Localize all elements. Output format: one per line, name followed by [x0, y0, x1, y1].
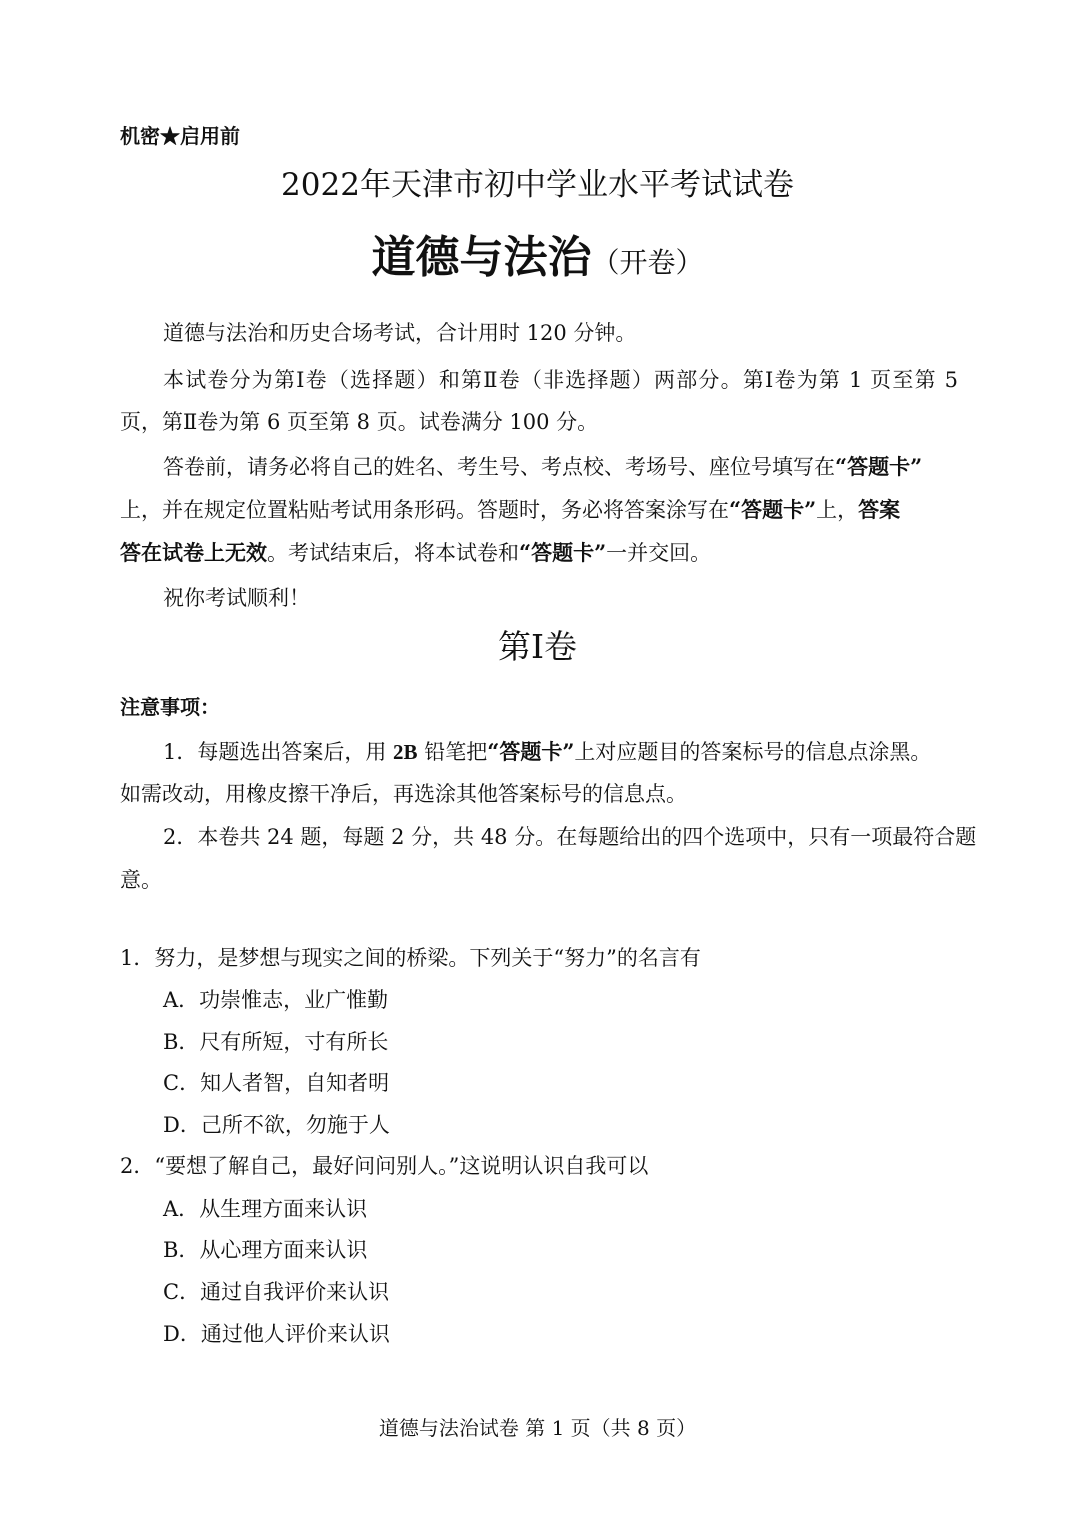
page-footer: 道德与法治试卷 第 1 页（共 8 页）: [378, 1416, 697, 1440]
p3-invalid-warning: 答在试卷上无效: [120, 540, 267, 565]
question-1-option-c: C．知人者智，自知者明: [163, 1071, 390, 1095]
note1-text-a: 1．每题选出答案后，用: [163, 740, 394, 764]
p3-text-b: 上，并在规定位置粘贴考试用条形码。答题时，务必将答案涂写在: [120, 498, 729, 522]
notes-heading: 注意事项：: [120, 695, 220, 719]
p3-answer-card-2: “答题卡”: [729, 497, 817, 522]
instruction-p3-line1: [163, 456, 922, 478]
question-2-option-c: C．通过自我评价来认识: [163, 1280, 390, 1304]
question-2-option-a: A．从生理方面来认识: [163, 1197, 368, 1221]
note2-line1: 2．本卷共 24 题，每题 2 分，共 48 分。在每题给出的四个选项中，只有一项最符合题: [163, 825, 977, 849]
p3-answer-card-3: “答题卡”: [519, 540, 607, 565]
p3-text-d: 。考试结束后，将本试卷和: [267, 541, 519, 565]
note1-line1: [163, 741, 931, 763]
p3-answer-card-1: “答题卡”: [835, 454, 923, 479]
question-1-option-b: B．尺有所短，寸有所长: [163, 1030, 389, 1054]
p3-text-e: 一并交回。: [606, 541, 712, 565]
instruction-p4: 祝你考试顺利！: [163, 586, 310, 610]
section-title: 第Ⅰ卷: [497, 627, 578, 666]
instruction-p1: 道德与法治和历史合场考试，合计用时 120 分钟。: [163, 321, 637, 345]
note2-line2: 意。: [120, 868, 162, 892]
instruction-p2-line2: 页，第Ⅱ卷为第 6 页至第 8 页。试卷满分 100 分。: [120, 410, 599, 434]
note1-line2: 如需改动，用橡皮擦干净后，再选涂其他答案标号的信息点。: [120, 782, 687, 806]
note1-text-e: 上对应题目的答案标号的信息点涂黑。: [574, 740, 932, 764]
question-2-stem: 2．“要想了解自己，最好问问别人。”这说明认识自我可以: [120, 1154, 649, 1178]
subject-name: 道德与法治: [371, 232, 592, 283]
p3-text-c: 上，: [816, 498, 859, 522]
subject-title: [0, 232, 1075, 283]
subject-note: （开卷）: [591, 246, 704, 279]
note1-text-c: 铅笔把: [417, 740, 488, 764]
classification-label: 机密★启用前: [120, 124, 240, 148]
question-1-option-d: D．己所不欲，勿施于人: [163, 1113, 390, 1137]
note1-answer-card: “答题卡”: [487, 739, 575, 764]
p3-answer-bold: 答案: [858, 497, 901, 522]
question-1-stem: 1．努力，是梦想与现实之间的桥梁。下列关于“努力”的名言有: [120, 946, 701, 970]
question-2-option-d: D．通过他人评价来认识: [163, 1322, 390, 1346]
question-1-option-a: A．功崇惟志，业广惟勤: [163, 988, 389, 1012]
note1-pencil-grade: 2B: [393, 740, 418, 764]
instruction-p2-line1: 本试卷分为第Ⅰ卷（选择题）和第Ⅱ卷（非选择题）两部分。第Ⅰ卷为第 1 页至第 5: [163, 368, 958, 392]
instruction-p3-line3: [120, 542, 711, 564]
instruction-p3-line2: [120, 499, 900, 521]
exam-title: 2022年天津市初中学业水平考试试卷: [281, 167, 794, 203]
question-2-option-b: B．从心理方面来认识: [163, 1238, 368, 1262]
p3-text-a: 答卷前，请务必将自己的姓名、考生号、考点校、考场号、座位号填写在: [163, 455, 835, 479]
